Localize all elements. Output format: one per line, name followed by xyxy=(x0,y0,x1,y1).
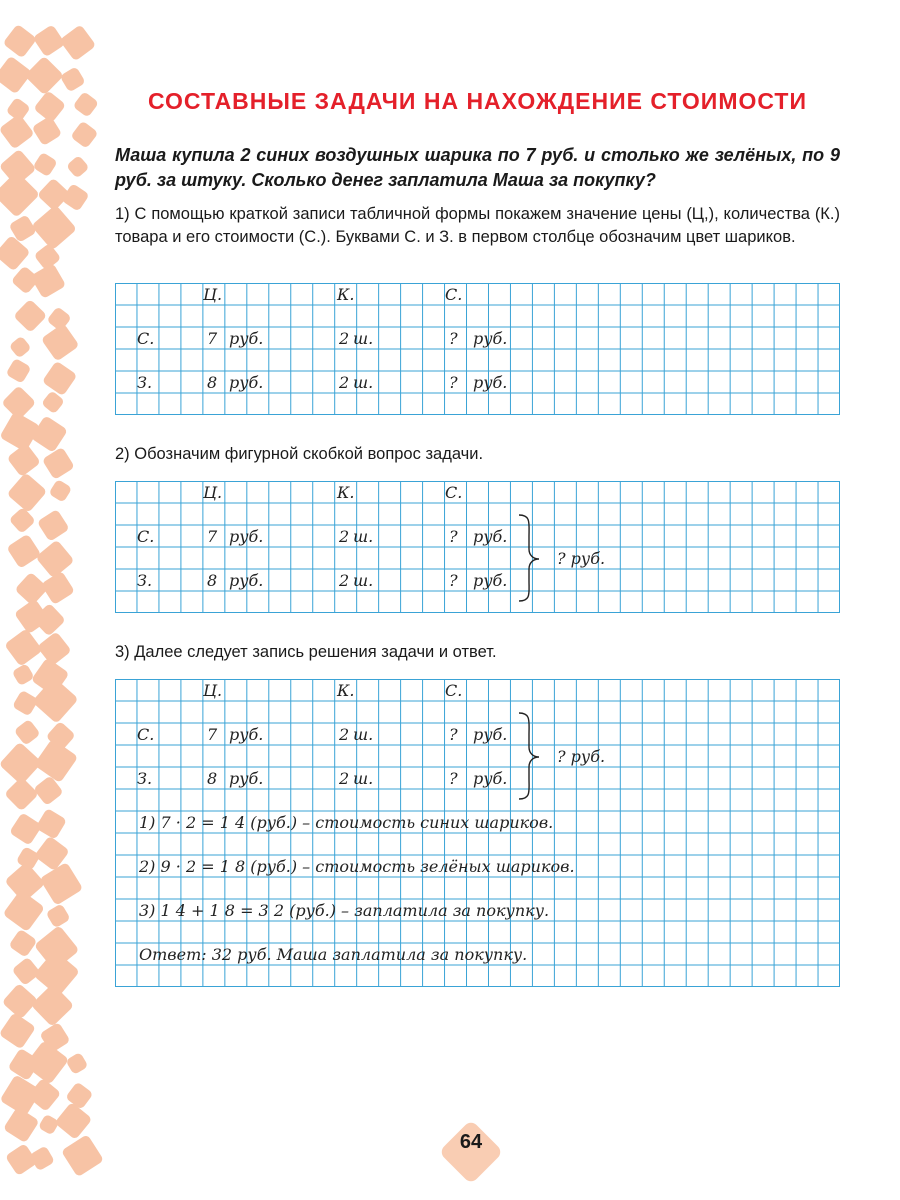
header-price: Ц. xyxy=(203,483,223,502)
decorative-tiles xyxy=(0,0,120,1200)
cost-unit: руб. xyxy=(473,527,508,546)
decorative-tile xyxy=(7,443,41,477)
row-blue-label: С. xyxy=(137,725,155,744)
decorative-tile xyxy=(35,808,67,840)
qty-blue: 2 xyxy=(339,725,350,744)
decorative-tile xyxy=(41,323,80,362)
decorative-tile xyxy=(9,336,32,359)
header-qty: К. xyxy=(337,285,355,304)
decorative-tile xyxy=(38,1114,60,1136)
qty-green: 2 xyxy=(339,769,350,788)
decorative-tile xyxy=(61,1134,104,1177)
cost-blue: ? xyxy=(449,725,458,744)
page-number-badge xyxy=(436,1117,506,1187)
decorative-tile xyxy=(0,113,35,149)
qty-green: 2 xyxy=(339,373,350,392)
price-green: 8 xyxy=(207,373,218,392)
decorative-tile xyxy=(27,1078,61,1112)
header-cost: С. xyxy=(445,681,463,700)
decorative-tile xyxy=(13,299,47,333)
solution-line-3: 3) 1 4 + 1 8 = 3 2 (руб.) – заплатила за покупку. xyxy=(139,901,550,920)
decorative-tile xyxy=(65,1052,88,1075)
answer-line: Ответ: 32 руб. Маша заплатила за покупку. xyxy=(139,945,528,964)
header-cost: С. xyxy=(445,285,463,304)
price-unit: руб. xyxy=(229,769,264,788)
decorative-tile xyxy=(37,509,70,542)
decorative-tile xyxy=(42,447,75,480)
qty-unit: ш. xyxy=(353,571,374,590)
header-price: Ц. xyxy=(203,285,223,304)
cost-unit: руб. xyxy=(473,571,508,590)
solution-line-1: 1) 7 · 2 = 1 4 (руб.) – стоимость синих шариков. xyxy=(139,813,554,832)
row-blue-label: С. xyxy=(137,527,155,546)
decorative-tile xyxy=(66,155,90,179)
cost-unit: руб. xyxy=(473,373,508,392)
price-unit: руб. xyxy=(229,725,264,744)
decorative-tile xyxy=(2,983,39,1020)
decorative-tile xyxy=(45,903,70,928)
qty-unit: ш. xyxy=(353,373,374,392)
qty-unit: ш. xyxy=(353,527,374,546)
header-price: Ц. xyxy=(203,681,223,700)
row-green-label: З. xyxy=(137,571,153,590)
qty-blue: 2 xyxy=(339,329,350,348)
cost-unit: руб. xyxy=(473,769,508,788)
decorative-tile xyxy=(42,361,78,397)
decorative-tile xyxy=(37,631,72,666)
header-qty: К. xyxy=(337,681,355,700)
cost-unit: руб. xyxy=(473,725,508,744)
price-blue: 7 xyxy=(207,725,218,744)
decorative-tile xyxy=(39,862,83,906)
decorative-tile xyxy=(0,171,40,218)
decorative-tile xyxy=(61,183,90,212)
decorative-tile xyxy=(30,415,68,453)
header-cost: С. xyxy=(445,483,463,502)
row-green-label: З. xyxy=(137,373,153,392)
decorative-tile xyxy=(32,152,57,177)
qty-unit: ш. xyxy=(353,769,374,788)
decorative-tile xyxy=(6,534,41,569)
step-3-text: 3) Далее следует запись решения задачи и ответ. xyxy=(115,643,497,661)
decorative-tile xyxy=(3,1107,40,1144)
decorative-tile xyxy=(72,91,99,118)
decorative-tile xyxy=(54,1102,92,1140)
decorative-tile xyxy=(70,120,98,148)
task-text: Маша купила 2 синих воздушных шарика по 7 руб. и столько же зелёных, по 9 руб. за штуку. Сколько денег заплатила Маша за покупку? xyxy=(115,145,840,190)
decorative-tile xyxy=(32,115,63,146)
decorative-tile xyxy=(14,719,41,746)
decorative-tile xyxy=(32,24,65,57)
step-2-text: 2) Обозначим фигурной скобкой вопрос задачи. xyxy=(115,445,484,463)
decorative-tile xyxy=(8,929,37,958)
price-unit: руб. xyxy=(229,571,264,590)
decorative-tile xyxy=(34,739,79,784)
qty-unit: ш. xyxy=(353,329,374,348)
step-1-text: 1) С помощью краткой записи табличной формы покажем значение цены (Ц,), количества (К.) товара и его стоимости (С.). Буквами С. и З. в первом столбце обозначим цвет шариков. xyxy=(115,205,840,246)
decorative-tile xyxy=(2,890,45,933)
cost-green: ? xyxy=(449,373,458,392)
decorative-tile xyxy=(35,539,74,578)
decorative-tile xyxy=(30,263,66,299)
price-blue: 7 xyxy=(207,527,218,546)
decorative-tile xyxy=(0,1012,36,1049)
table-grid-2 xyxy=(115,481,840,613)
decorative-tile xyxy=(48,479,72,503)
cost-green: ? xyxy=(449,769,458,788)
cost-unit: руб. xyxy=(473,329,508,348)
price-unit: руб. xyxy=(229,527,264,546)
page-title: СОСТАВНЫЕ ЗАДАЧИ НА НАХОЖДЕНИЕ СТОИМОСТИ xyxy=(148,88,807,114)
price-green: 8 xyxy=(207,769,218,788)
qty-blue: 2 xyxy=(339,527,350,546)
decorative-tile xyxy=(5,358,31,384)
decorative-tile xyxy=(4,628,43,667)
qty-unit: ш. xyxy=(353,725,374,744)
decorative-tile xyxy=(4,777,39,812)
price-green: 8 xyxy=(207,571,218,590)
cost-green: ? xyxy=(449,571,458,590)
decorative-tile xyxy=(14,572,48,606)
decorative-tile xyxy=(59,24,96,61)
decorative-tile xyxy=(9,812,43,846)
decorative-tile xyxy=(0,235,31,272)
price-blue: 7 xyxy=(207,329,218,348)
cost-blue: ? xyxy=(449,329,458,348)
decorative-tile xyxy=(31,204,77,250)
decorative-tile xyxy=(31,983,75,1027)
decorative-tile xyxy=(24,56,64,96)
decorative-tile xyxy=(9,507,36,534)
decorative-tile xyxy=(2,24,37,59)
decorative-tile xyxy=(0,411,41,452)
curly-brace xyxy=(519,713,539,799)
decorative-tile xyxy=(24,1040,69,1085)
total-question: ? руб. xyxy=(557,747,606,766)
decorative-tile xyxy=(60,66,86,92)
total-question: ? руб. xyxy=(557,549,606,568)
curly-brace xyxy=(519,515,539,601)
price-unit: руб. xyxy=(229,329,264,348)
decorative-tile xyxy=(7,472,48,513)
row-blue-label: С. xyxy=(137,329,155,348)
header-qty: К. xyxy=(337,483,355,502)
row-green-label: З. xyxy=(137,769,153,788)
table-grid-3 xyxy=(115,679,840,987)
decorative-tile xyxy=(41,571,75,605)
decorative-tile xyxy=(12,663,35,686)
price-unit: руб. xyxy=(229,373,264,392)
qty-green: 2 xyxy=(339,571,350,590)
solution-line-2: 2) 9 · 2 = 1 8 (руб.) – стоимость зелёных шариков. xyxy=(139,857,575,876)
decorative-tile xyxy=(29,1145,55,1171)
page-number: 64 xyxy=(459,1131,483,1153)
cost-blue: ? xyxy=(449,527,458,546)
table-grid-1 xyxy=(115,283,840,415)
